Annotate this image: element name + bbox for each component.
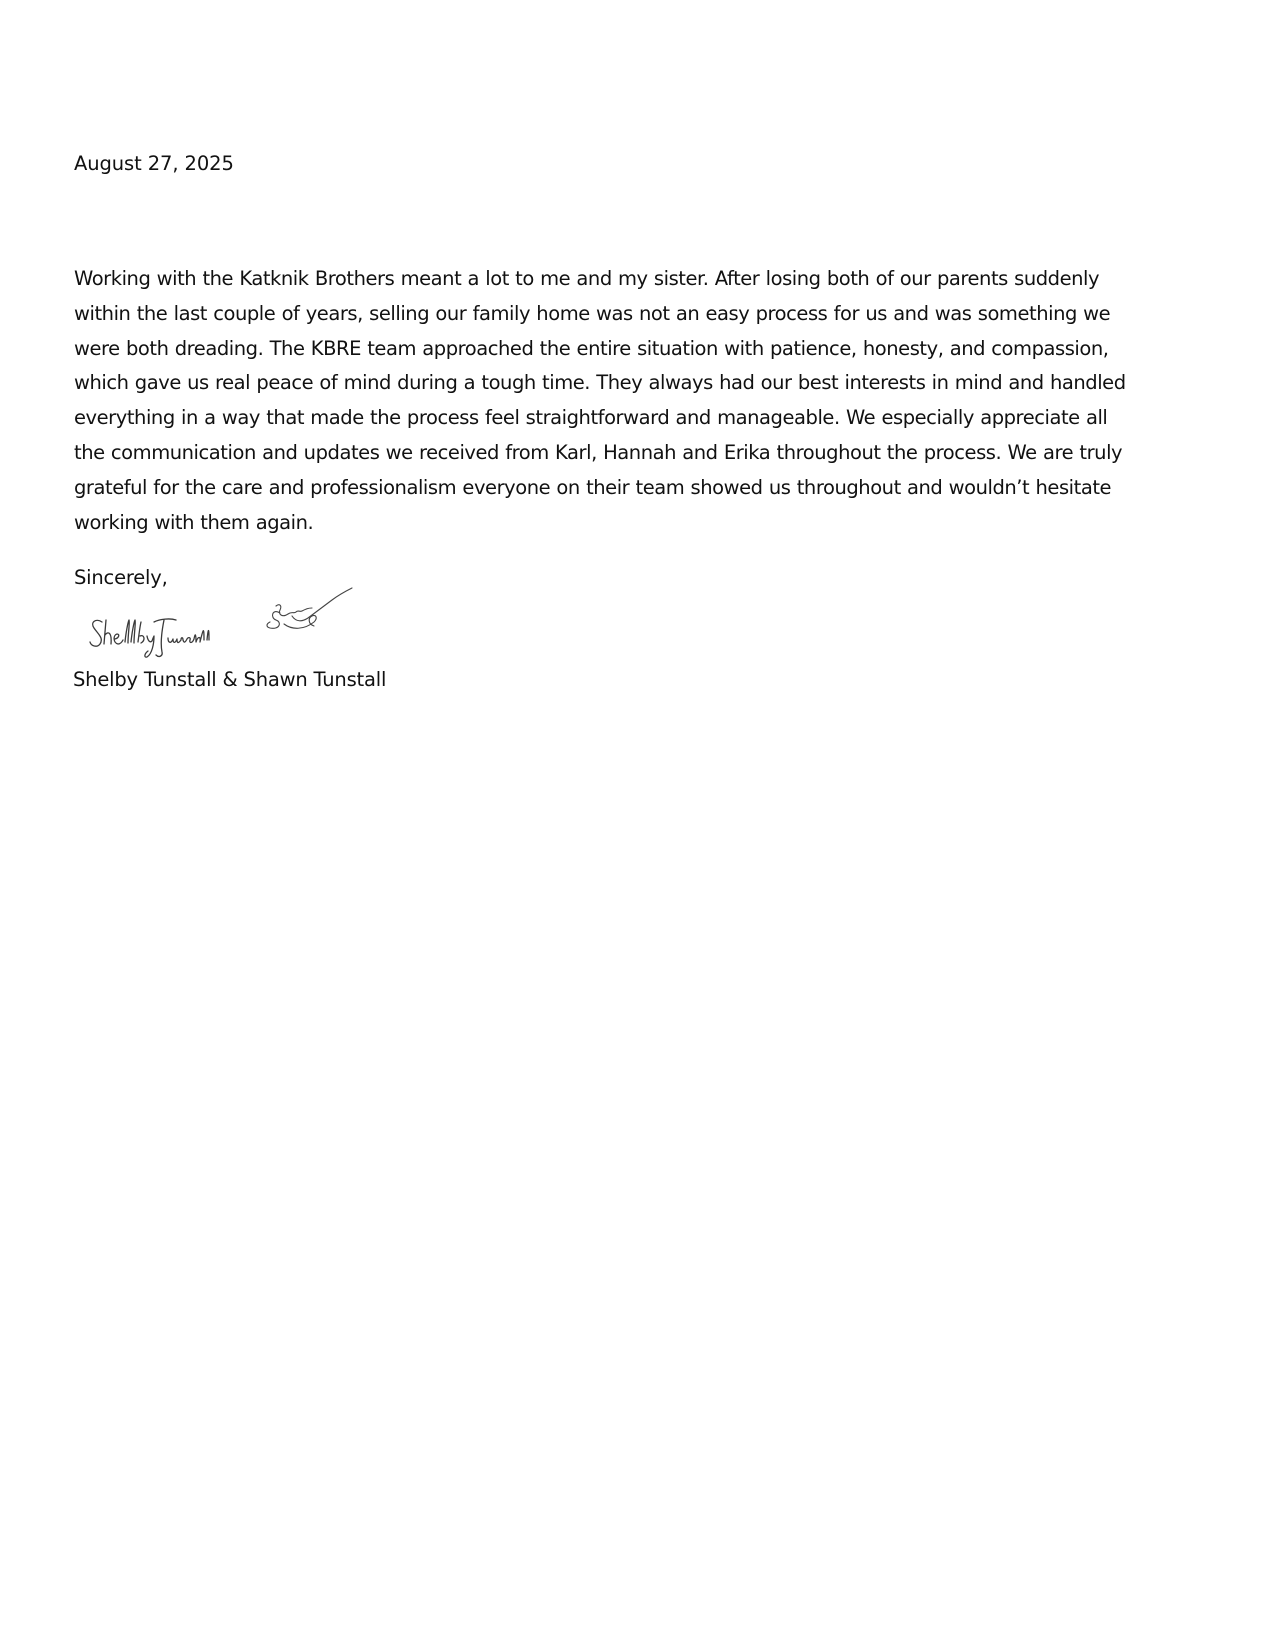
signer-names: Shelby Tunstall & Shawn Tunstall xyxy=(73,668,387,691)
letter-body-line: within the last couple of years, selling our family home was not an easy process for us and was something we xyxy=(74,301,1111,325)
letter-body-line: the communication and updates we received from Karl, Hannah and Erika throughout the process. We are truly xyxy=(74,440,1123,464)
letter-body-line: grateful for the care and professionalism everyone on their team showed us throughout and wouldn’t hesitate xyxy=(74,475,1112,499)
signature-block xyxy=(80,600,380,668)
letter-body-line: working with them again. xyxy=(74,510,314,534)
signature-shawn xyxy=(262,578,362,638)
letter-body-line: were both dreading. The KBRE team approached the entire situation with patience, honesty, and compassion, xyxy=(74,336,1109,360)
letter-date: August 27, 2025 xyxy=(74,152,234,175)
letter-body xyxy=(74,262,1224,540)
letter-body-line: everything in a way that made the process feel straightforward and manageable. We especially appreciate all xyxy=(74,406,1108,430)
letter-body-line: which gave us real peace of mind during a tough time. They always had our best interests in mind and handled xyxy=(74,371,1126,395)
signature-shelby xyxy=(88,610,218,670)
letter-body-line: Working with the Katknik Brothers meant a lot to me and my sister. After losing both of our parents suddenly xyxy=(74,267,1100,290)
letter-closing: Sincerely, xyxy=(74,566,168,589)
